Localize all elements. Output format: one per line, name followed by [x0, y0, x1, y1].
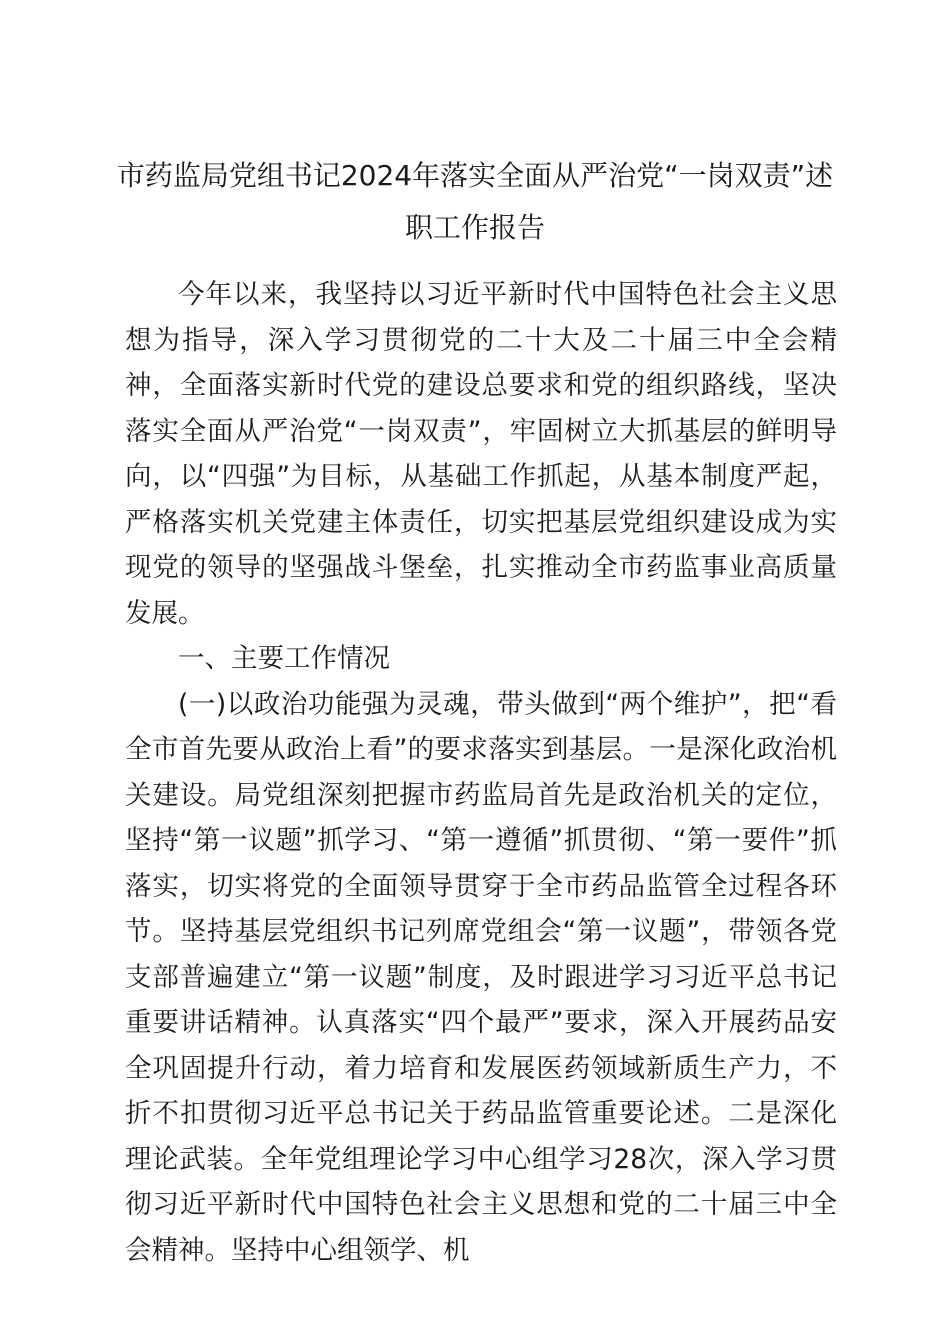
document-title: 市药监局党组书记2024年落实全面从严治党“一岗双责”述职工作报告 — [116, 159, 834, 244]
section-paragraph: (一)以政治功能强为灵魂，带头做到“两个维护”，把“看全市首先要从政治上看”的要求落实到基层。一是深化政治机关建设。局党组深刻把握市药监局首先是政治机关的定位，坚持“第一议题”抓学习、“第一遵循”抓贯彻、“第一要件”抓落实，切实将党的全面领导贯穿于全市药品监管全过程各环节。坚持基层党组织书记列席党组会“第一议题”，带领各党支部普遍建立“第一议题”制度，及时跟进学习习近平总书记重要讲话精神。认真落实“四个最严”要求，深入开展药品安全巩固提升行动，着力培育和发展医药领域新质生产力，不折不扣贯彻习近平总书记关于药品监管重要论述。二是深化理论武装。全年党组理论学习中心组学习28次，深入学习贯彻习近平新时代中国特色社会主义思想和党的二十届三中全会精神。坚持中心组领学、机 — [125, 688, 837, 1266]
section-heading: 一、主要工作情况 — [178, 643, 390, 674]
document-body — [125, 272, 837, 1273]
intro-paragraph: 今年以来，我坚持以习近平新时代中国特色社会主义思想为指导，深入学习贯彻党的二十大及二十届三中全会精神，全面落实新时代党的建设总要求和党的组织路线，坚决落实全面从严治党“一岗双责”，牢固树立大抓基层的鲜明导向，以“四强”为目标，从基础工作抓起，从基本制度严起，严格落实机关党建主体责任，切实把基层党组织建设成为实现党的领导的坚强战斗堡垒，扎实推动全市药监事业高质量发展。 — [125, 279, 837, 629]
